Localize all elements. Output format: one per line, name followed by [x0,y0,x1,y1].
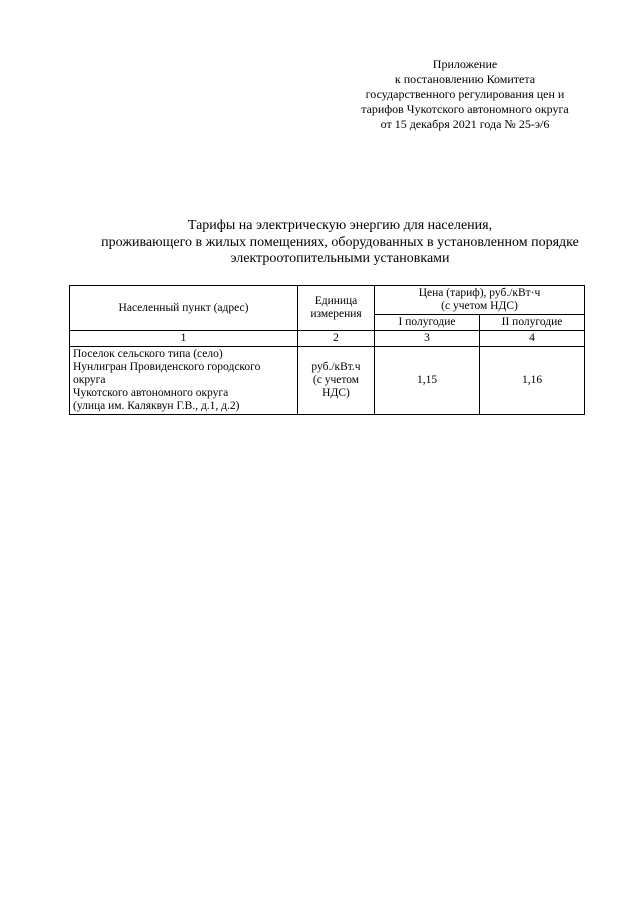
appendix-line: от 15 декабря 2021 года № 25-э/6 [380,117,550,131]
title-line: Тарифы на электрическую энергию для населения, [187,218,493,233]
table-header-row [70,286,585,315]
column-number: 1 [70,331,298,347]
column-numbers-row [70,331,585,347]
header-half-1: I полугодие [375,315,480,331]
header-settlement: Населенный пункт (адрес) [70,286,298,331]
header-price-line: Цена (тариф), руб./кВт·ч [418,287,541,299]
title-line: электроотопительными установками [230,251,450,266]
tariff-table [69,285,585,415]
unit-line: руб./кВт.ч [311,361,361,373]
cell-price-h1: 1,15 [375,347,480,415]
address-line: Поселок сельского типа (село) [73,348,223,360]
address-line: Нунлигран Провиденского городского [73,361,261,373]
header-price-line: (с учетом НДС) [441,300,518,312]
header-unit [298,286,375,331]
column-number: 4 [480,331,585,347]
table-row [70,347,585,415]
appendix-line: государственного регулирования цен и [365,87,565,101]
column-number: 2 [298,331,375,347]
title-line: проживающего в жилых помещениях, оборудованных в установленном порядке [101,234,579,250]
header-unit-line: измерения [310,308,362,320]
cell-address [70,347,298,415]
cell-unit [298,347,375,415]
header-unit-line: Единица [314,295,358,307]
appendix-line: к постановлению Комитета [394,72,536,86]
address-line: Чукотского автономного округа [73,387,229,399]
document-title [60,218,620,268]
address-line: округа [73,374,106,386]
appendix-line: Приложение [432,57,498,71]
cell-price-h2: 1,16 [480,347,585,415]
appendix-line: тарифов Чукотского автономного округа [361,102,569,116]
header-price [375,286,585,315]
appendix-header [340,57,590,132]
header-half-2: II полугодие [480,315,585,331]
unit-line: (с учетом [312,374,360,386]
unit-line: НДС) [322,387,350,399]
column-number: 3 [375,331,480,347]
address-line: (улица им. Каляквун Г.В., д.1, д.2) [73,400,240,412]
